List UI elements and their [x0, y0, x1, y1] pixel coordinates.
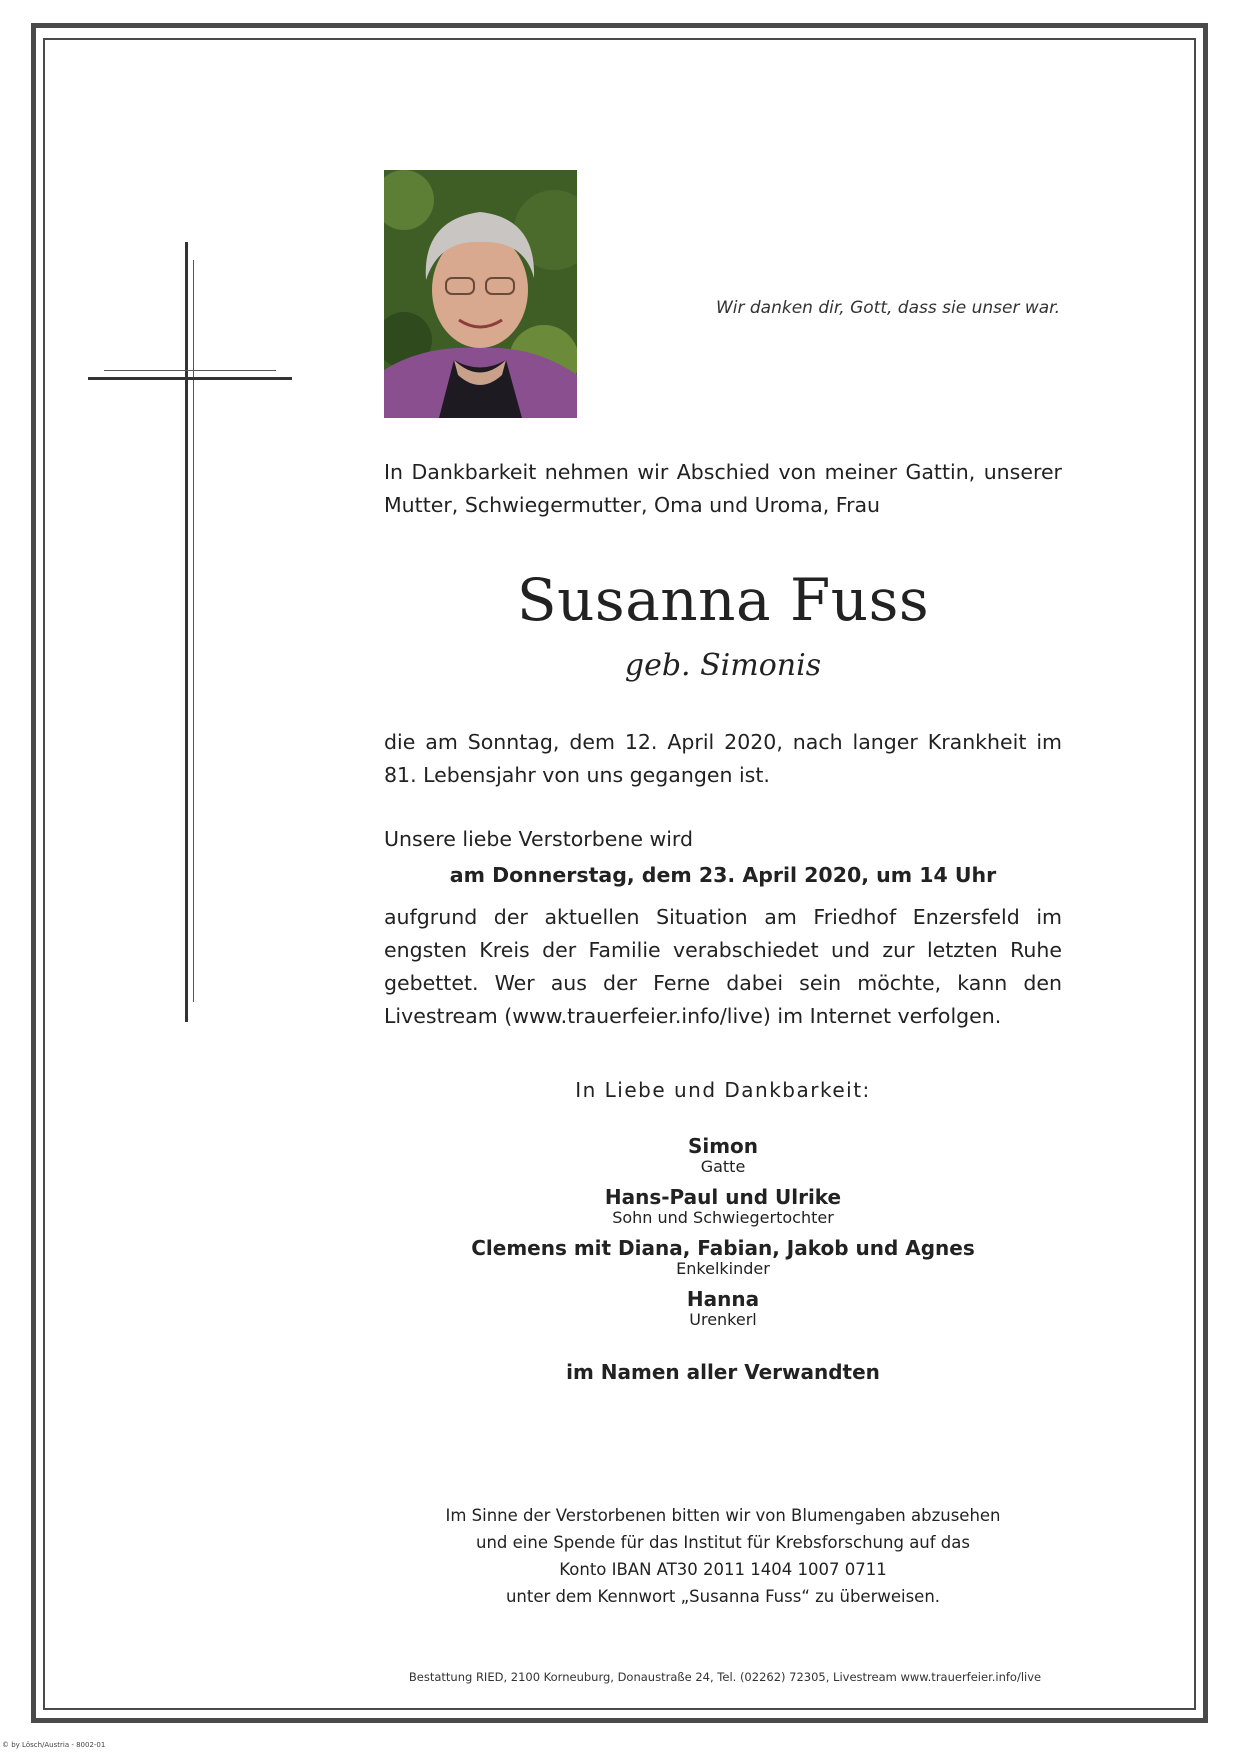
- love-line: In Liebe und Dankbarkeit:: [575, 1078, 871, 1102]
- cross-icon: [88, 242, 292, 1022]
- mourner-relation: Gatte: [700, 1157, 746, 1176]
- portrait-photo: [384, 170, 577, 418]
- donation-line: Konto IBAN AT30 2011 1404 1007 0711: [559, 1560, 887, 1579]
- mourner-name: Hans-Paul und Ulrike: [604, 1185, 842, 1209]
- mourner-name: Simon: [687, 1134, 759, 1158]
- mourner-item: [384, 1236, 1062, 1278]
- donation-line: Im Sinne der Verstorbenen bitten wir von Blumengaben abzusehen: [445, 1506, 1001, 1525]
- copyright-note: © by Lösch/Austria - 8002-01: [2, 1741, 106, 1749]
- motto: Wir danken dir, Gott, dass sie unser war.: [715, 298, 1060, 318]
- mourner-relation: Urenkerl: [689, 1310, 757, 1329]
- funeral-text: aufgrund der aktuellen Situation am Friedhof Enzersfeld im engsten Kreis der Familie verabschiedet und zur letzten Ruhe gebettet. Wer aus der Ferne dabei sein möchte, kann den Livestream (www.trauerfeier.info/live) im Internet verfolgen.: [384, 905, 1062, 1028]
- funeral-intro: Unsere liebe Verstorbene wird: [384, 827, 693, 851]
- mourner-item: [384, 1185, 1062, 1227]
- deceased-name: Susanna Fuss: [516, 566, 930, 634]
- relatives-line: im Namen aller Verwandten: [566, 1360, 880, 1384]
- mourner-item: [384, 1287, 1062, 1329]
- intro-text: In Dankbarkeit nehmen wir Abschied von meiner Gattin, unserer Mutter, Schwiegermutter, Oma und Uroma, Frau: [384, 460, 1062, 517]
- birth-name: geb. Simonis: [624, 648, 822, 683]
- donation-line: und eine Spende für das Institut für Krebsforschung auf das: [476, 1533, 970, 1552]
- mourners-list: [384, 1134, 1062, 1338]
- mourner-name: Hanna: [686, 1287, 760, 1311]
- funeral-date: am Donnerstag, dem 23. April 2020, um 14 Uhr: [449, 863, 997, 887]
- mourner-item: [384, 1134, 1062, 1176]
- mourner-name: Clemens mit Diana, Fabian, Jakob und Agnes: [471, 1236, 975, 1260]
- funeral-home-footer: Bestattung RIED, 2100 Korneuburg, Donaustraße 24, Tel. (02262) 72305, Livestream www.trauerfeier.info/live: [408, 1670, 1042, 1684]
- donation-line: unter dem Kennwort „Susanna Fuss“ zu überweisen.: [505, 1587, 941, 1606]
- mourner-relation: Enkelkinder: [676, 1259, 770, 1278]
- death-text: die am Sonntag, dem 12. April 2020, nach langer Krankheit im 81. Lebensjahr von uns gegangen ist.: [384, 730, 1062, 787]
- mourner-relation: Sohn und Schwiegertochter: [612, 1208, 834, 1227]
- donation-notice: [384, 1502, 1062, 1610]
